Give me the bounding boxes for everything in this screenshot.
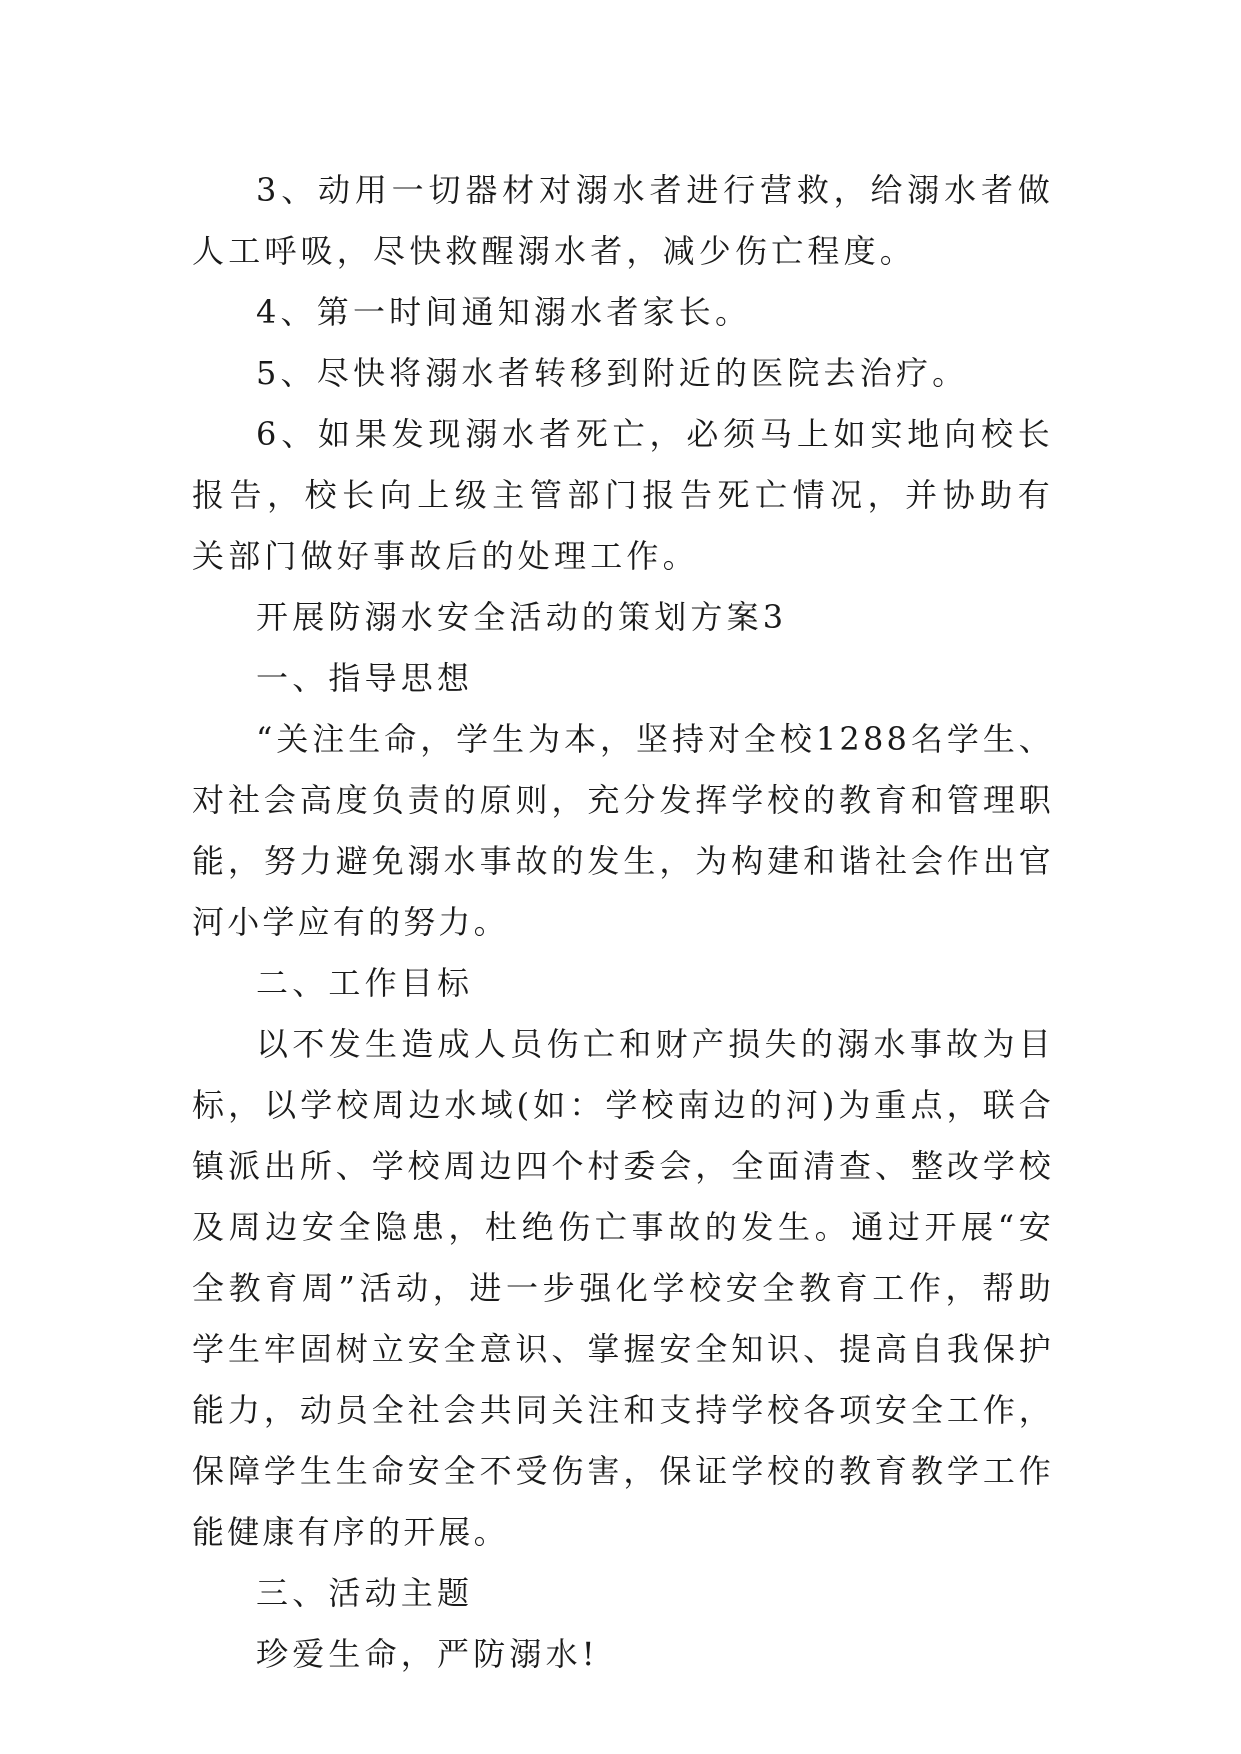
heading-guiding-ideology: 一、指导思想 (256, 659, 474, 697)
heading-work-goals: 二、工作目标 (256, 964, 474, 1002)
paragraph-rescue-step-4: 4、第一时间通知溺水者家长。 (256, 293, 752, 331)
paragraph-work-goals: 以不发生造成人员伤亡和财产损失的溺水事故为目标，以学校周边水域(如：学校南边的河)为重点，联合镇派出所、学校周边四个村委会，全面清查、整改学校及周边安全隐患，杜绝伤亡事故的发生。通过开展“安全教育周”活动，进一步强化学校安全教育工作，帮助学生牢固树立安全意识、掌握安全知识、提高自我保护能力，动员全社会共同关注和支持学校各项安全工作，保障学生生命安全不受伤害，保证学校的教育教学工作能健康有序的开展。 (192, 1025, 1054, 1551)
paragraph-rescue-step-6: 6、如果发现溺水者死亡，必须马上如实地向校长报告，校长向上级主管部门报告死亡情况，并协助有关部门做好事故后的处理工作。 (192, 415, 1054, 575)
paragraph-guiding-ideology: “关注生命，学生为本，坚持对全校1288名学生、对社会高度负责的原则，充分发挥学校的教育和管理职能，努力避免溺水事故的发生，为构建和谐社会作出官河小学应有的努力。 (192, 720, 1054, 941)
heading-activity-theme: 三、活动主题 (256, 1574, 474, 1612)
paragraph-rescue-step-3: 3、动用一切器材对溺水者进行营救，给溺水者做人工呼吸，尽快救醒溺水者，减少伤亡程度。 (192, 171, 1054, 270)
document-body (192, 160, 1054, 1685)
section-title-plan-3: 开展防溺水安全活动的策划方案3 (256, 598, 788, 636)
paragraph-rescue-step-5: 5、尽快将溺水者转移到附近的医院去治疗。 (256, 354, 969, 392)
paragraph-activity-theme: 珍爱生命，严防溺水! (256, 1635, 599, 1673)
